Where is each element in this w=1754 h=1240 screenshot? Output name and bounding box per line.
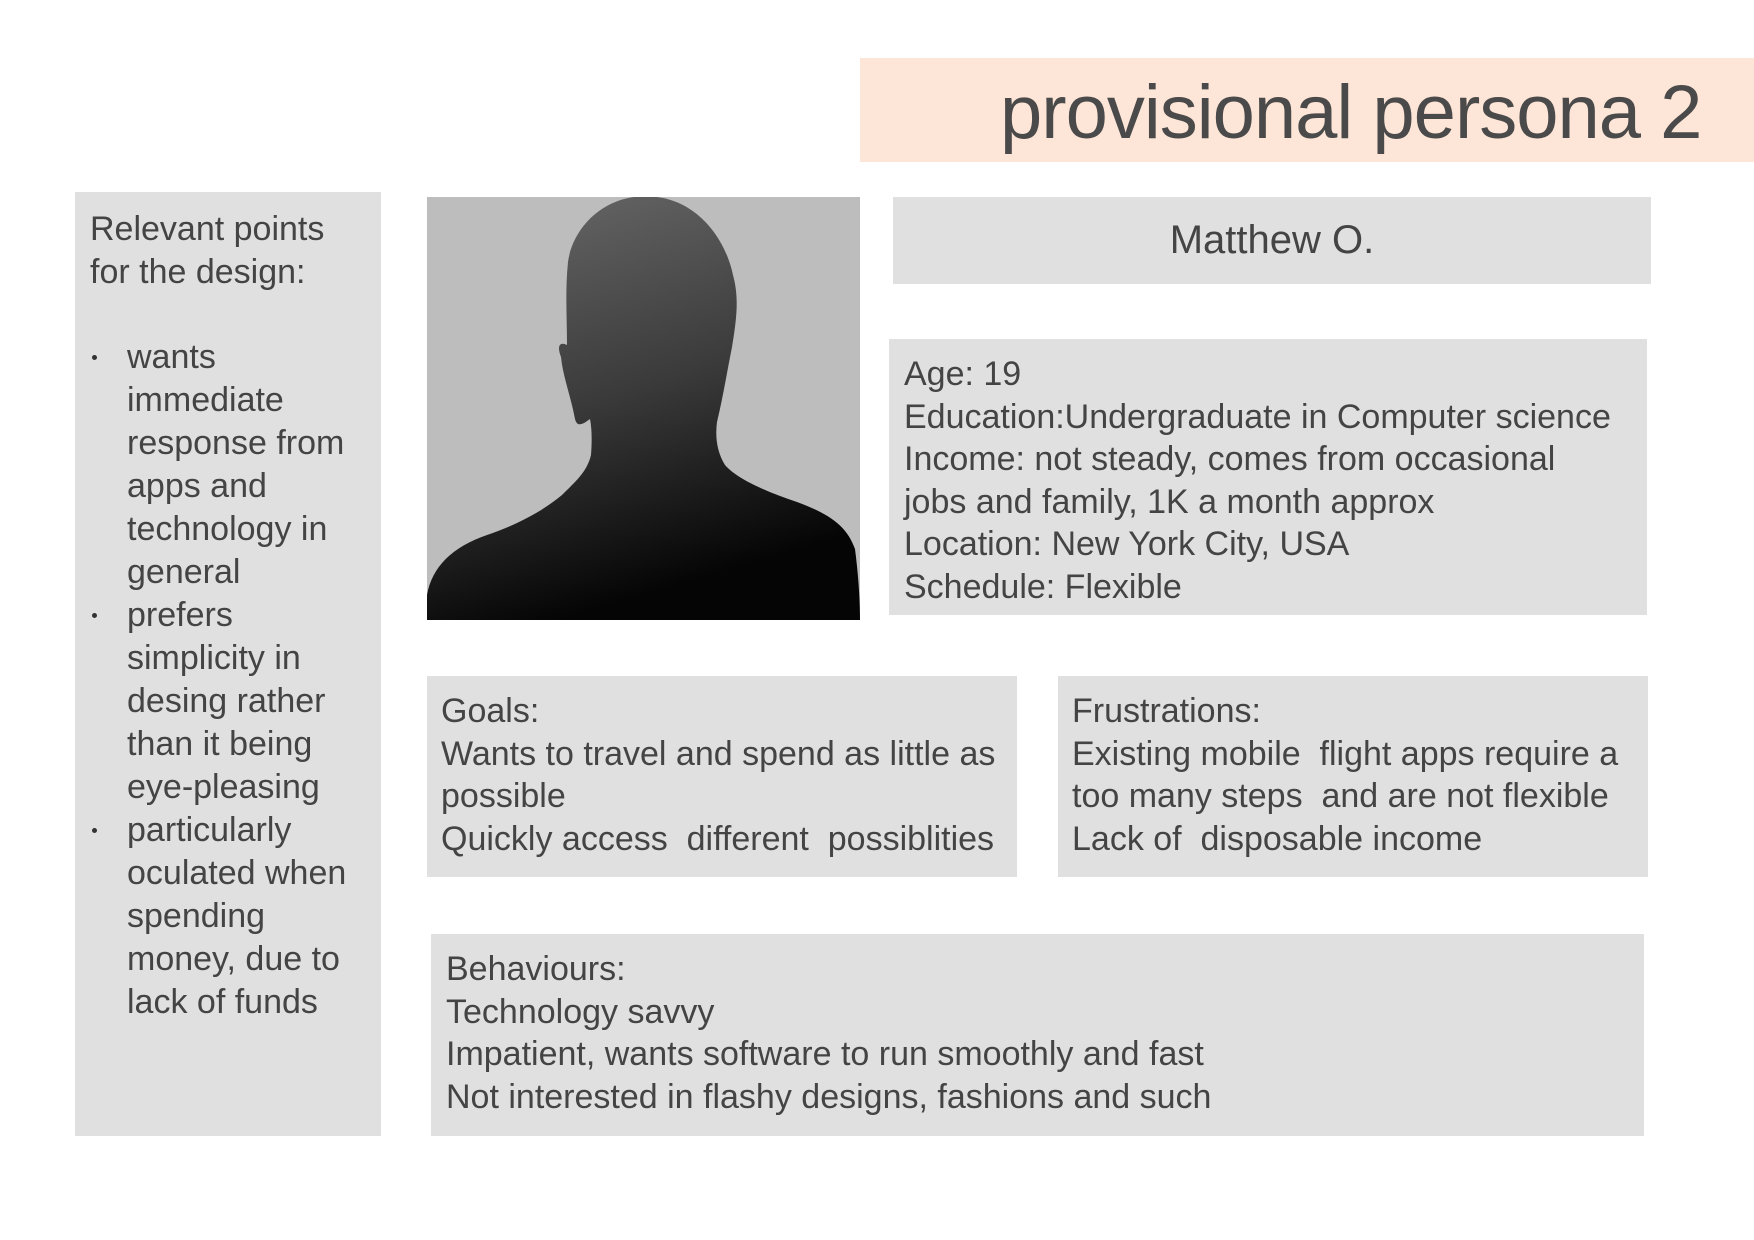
- goals-line: Quickly access different possiblities: [441, 819, 995, 858]
- persona-name: Matthew O.: [1169, 218, 1375, 262]
- persona-info-box: [889, 339, 1647, 615]
- design-points-heading-line2: for the design:: [90, 253, 306, 291]
- goals-line: possible: [441, 777, 566, 815]
- behaviours-line: Not interested in flashy designs, fashions and such: [446, 1077, 1212, 1116]
- goals-box: [427, 676, 1017, 877]
- title-banner: [860, 58, 1754, 162]
- design-points-heading-line1: Relevant points: [90, 210, 325, 248]
- frustrations-line: Existing mobile flight apps require a: [1072, 734, 1619, 773]
- frustrations-line: Lack of disposable income: [1072, 819, 1483, 858]
- persona-income-line2: jobs and family, 1K a month approx: [904, 482, 1435, 521]
- behaviours-box: [431, 934, 1644, 1136]
- design-points-list: [90, 336, 369, 1024]
- persona-schedule: Schedule: Flexible: [904, 567, 1182, 606]
- behaviours-line: Impatient, wants software to run smoothly and fast: [446, 1035, 1204, 1073]
- persona-age: Age: 19: [904, 355, 1022, 393]
- persona-name-box: [893, 197, 1651, 284]
- list-item: prefers simplicity in desing rather than it being eye-pleasing: [90, 594, 369, 809]
- design-points-panel: [75, 192, 381, 1136]
- behaviours-heading: Behaviours:: [446, 950, 626, 988]
- list-item: wants immediate response from apps and technology in general: [90, 336, 369, 594]
- persona-education: Education:Undergraduate in Computer science: [904, 397, 1611, 436]
- behaviours-line: Technology savvy: [446, 992, 715, 1031]
- frustrations-heading: Frustrations:: [1072, 692, 1261, 730]
- persona-location: Location: New York City, USA: [904, 525, 1350, 563]
- frustrations-box: [1058, 676, 1648, 877]
- goals-heading: Goals:: [441, 692, 540, 730]
- list-item: particularly oculated when spending money, due to lack of funds: [90, 809, 369, 1024]
- user-silhouette-icon: [427, 197, 860, 620]
- goals-line: Wants to travel and spend as little as: [441, 734, 996, 773]
- persona-photo: [427, 197, 860, 620]
- frustrations-line: too many steps and are not flexible: [1072, 777, 1609, 815]
- design-points-heading: [90, 208, 369, 294]
- persona-income-line1: Income: not steady, comes from occasional: [904, 440, 1556, 478]
- page-title: provisional persona 2: [1000, 70, 1702, 155]
